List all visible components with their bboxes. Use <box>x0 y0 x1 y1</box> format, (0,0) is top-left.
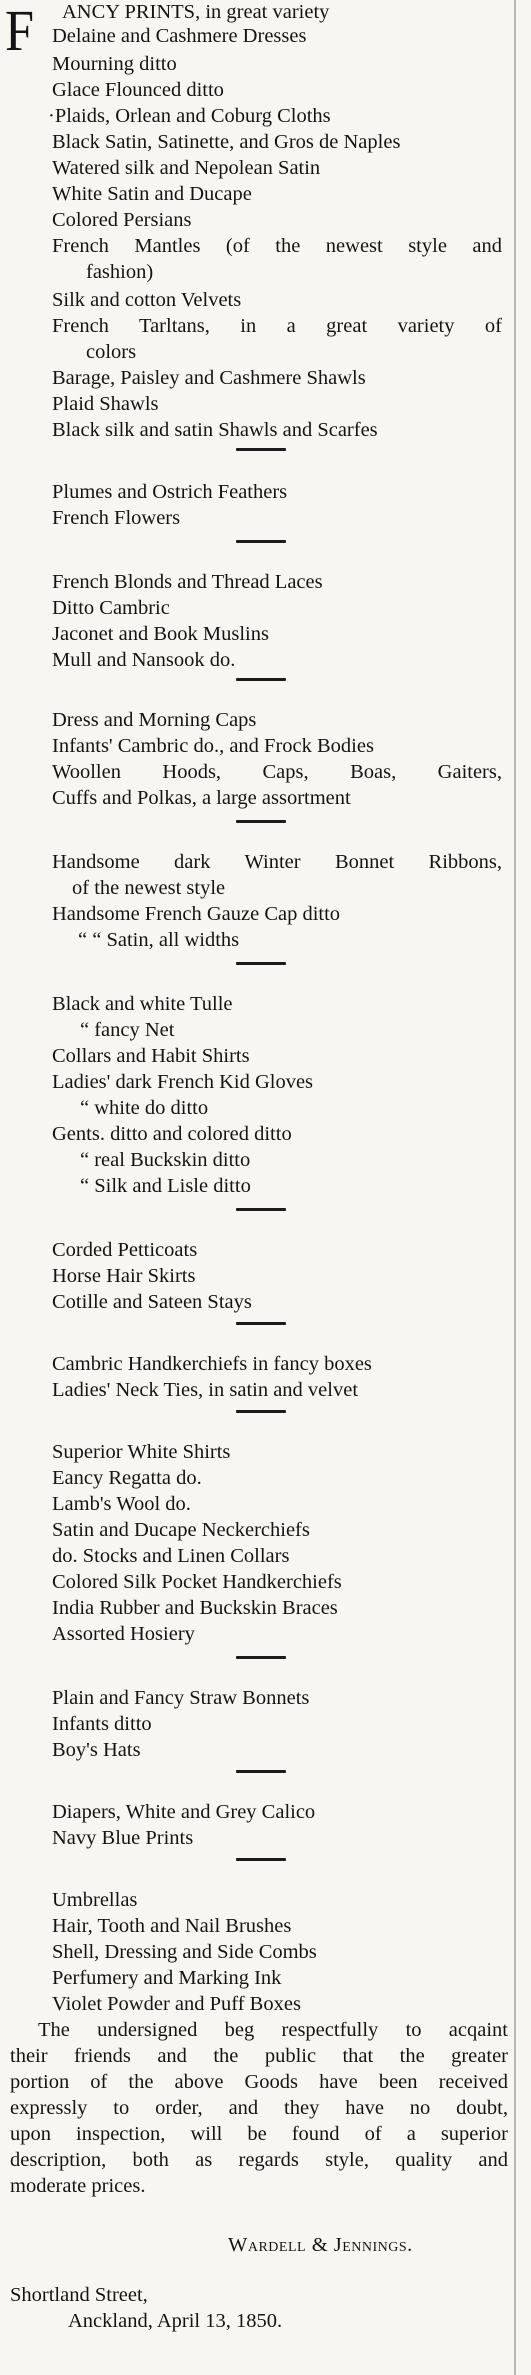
section-divider <box>236 962 286 965</box>
item-line: Corded Petticoats <box>52 1239 198 1261</box>
item-line: Violet Powder and Puff Boxes <box>52 1993 301 2015</box>
item-line: French Tarltans, in a great variety of <box>52 315 502 337</box>
item-line: Boy's Hats <box>52 1739 141 1761</box>
section-divider <box>236 448 286 451</box>
item-line: do. Stocks and Linen Collars <box>52 1545 290 1567</box>
section-divider <box>236 1858 286 1861</box>
section-divider <box>236 678 286 681</box>
paragraph-line: description, both as regards style, quality and <box>10 2149 508 2171</box>
paragraph-line: their friends and the public that the greater <box>10 2045 508 2067</box>
item-line: Eancy Regatta do. <box>52 1467 202 1489</box>
item-line: Hair, Tooth and Nail Brushes <box>52 1915 292 1937</box>
item-line: “ real Buckskin ditto <box>80 1149 251 1171</box>
item-line: Colored Persians <box>52 209 192 231</box>
item-line: Silk and cotton Velvets <box>52 289 242 311</box>
item-line: Black silk and satin Shawls and Scarfes <box>52 419 378 441</box>
paragraph-line: upon inspection, will be found of a superior <box>10 2123 508 2145</box>
item-line: Assorted Hosiery <box>52 1623 195 1645</box>
item-line: Lamb's Wool do. <box>52 1493 191 1515</box>
item-line: Plumes and Ostrich Feathers <box>52 481 288 503</box>
item-line: Umbrellas <box>52 1889 138 1911</box>
section-divider <box>236 1770 286 1773</box>
item-line: Navy Blue Prints <box>52 1827 194 1849</box>
item-line: Satin and Ducape Neckerchiefs <box>52 1519 310 1541</box>
item-line: fashion) <box>86 261 154 283</box>
section-divider <box>236 1410 286 1413</box>
signature: Wardell & Jennings. <box>228 2234 413 2256</box>
item-line: Ditto Cambric <box>52 597 170 619</box>
section-divider <box>236 820 286 823</box>
item-line: Watered silk and Nepolean Satin <box>52 157 321 179</box>
item-line: Cotille and Sateen Stays <box>52 1291 252 1313</box>
section-divider <box>236 1656 286 1659</box>
paragraph-line: portion of the above Goods have been received <box>10 2071 508 2093</box>
item-line: French Blonds and Thread Laces <box>52 571 323 593</box>
column-rule <box>514 0 516 2375</box>
item-line: “ “ Satin, all widths <box>78 929 240 951</box>
item-line: Barage, Paisley and Cashmere Shawls <box>52 367 366 389</box>
item-line: Colored Silk Pocket Handkerchiefs <box>52 1571 342 1593</box>
item-line: White Satin and Ducape <box>52 183 252 205</box>
item-line: Shell, Dressing and Side Combs <box>52 1941 317 1963</box>
paragraph-line: expressly to order, and they have no doubt, <box>10 2097 508 2119</box>
item-line: French Mantles (of the newest style and <box>52 235 502 257</box>
address: Shortland Street, <box>10 2284 148 2306</box>
item-line: Mourning ditto <box>52 53 177 75</box>
item-line: Perfumery and Marking Ink <box>52 1967 282 1989</box>
item-line: Cambric Handkerchiefs in fancy boxes <box>52 1353 372 1375</box>
item-line: India Rubber and Buckskin Braces <box>52 1597 338 1619</box>
item-line: colors <box>86 341 137 363</box>
item-line: of the newest style <box>72 877 226 899</box>
item-line: Infants' Cambric do., and Frock Bodies <box>52 735 374 757</box>
section-divider <box>236 1208 286 1211</box>
item-line: Delaine and Cashmere Dresses <box>52 25 307 47</box>
item-line: Ladies' Neck Ties, in satin and velvet <box>52 1379 359 1401</box>
item-line: “ Silk and Lisle ditto <box>80 1175 251 1197</box>
item-line: Cuffs and Polkas, a large assortment <box>52 787 351 809</box>
item-line: “ fancy Net <box>80 1019 175 1041</box>
item-line: Plaid Shawls <box>52 393 159 415</box>
item-line: Ladies' dark French Kid Gloves <box>52 1071 314 1093</box>
item-line: Glace Flounced ditto <box>52 79 224 101</box>
item-line: Plain and Fancy Straw Bonnets <box>52 1687 310 1709</box>
dateline: Anckland, April 13, 1850. <box>68 2310 283 2332</box>
item-line: Mull and Nansook do. <box>52 649 236 671</box>
item-line: Horse Hair Skirts <box>52 1265 196 1287</box>
item-line: ·Plaids, Orlean and Coburg Cloths <box>48 105 331 127</box>
item-line: “ white do ditto <box>80 1097 209 1119</box>
paragraph-line: moderate prices. <box>10 2175 146 2197</box>
item-line: Infants ditto <box>52 1713 152 1735</box>
item-line: Superior White Shirts <box>52 1441 231 1463</box>
item-line: French Flowers <box>52 507 181 529</box>
item-line: Woollen Hoods, Caps, Boas, Gaiters, <box>52 761 502 783</box>
drop-cap: F <box>5 0 35 63</box>
item-line: Handsome French Gauze Cap ditto <box>52 903 341 925</box>
item-line: Dress and Morning Caps <box>52 709 257 731</box>
item-line: Gents. ditto and colored ditto <box>52 1123 292 1145</box>
section-divider <box>236 540 286 543</box>
section-divider <box>236 1322 286 1325</box>
item-line: Black and white Tulle <box>52 993 233 1015</box>
item-line: Handsome dark Winter Bonnet Ribbons, <box>52 851 502 873</box>
item-line: ANCY PRINTS, in great variety <box>62 1 330 23</box>
item-line: Collars and Habit Shirts <box>52 1045 250 1067</box>
item-line: Diapers, White and Grey Calico <box>52 1801 316 1823</box>
item-line: Black Satin, Satinette, and Gros de Naples <box>52 131 401 153</box>
item-line: Jaconet and Book Muslins <box>52 623 269 645</box>
paragraph-line: The undersigned beg respectfully to acqaint <box>38 2019 508 2041</box>
